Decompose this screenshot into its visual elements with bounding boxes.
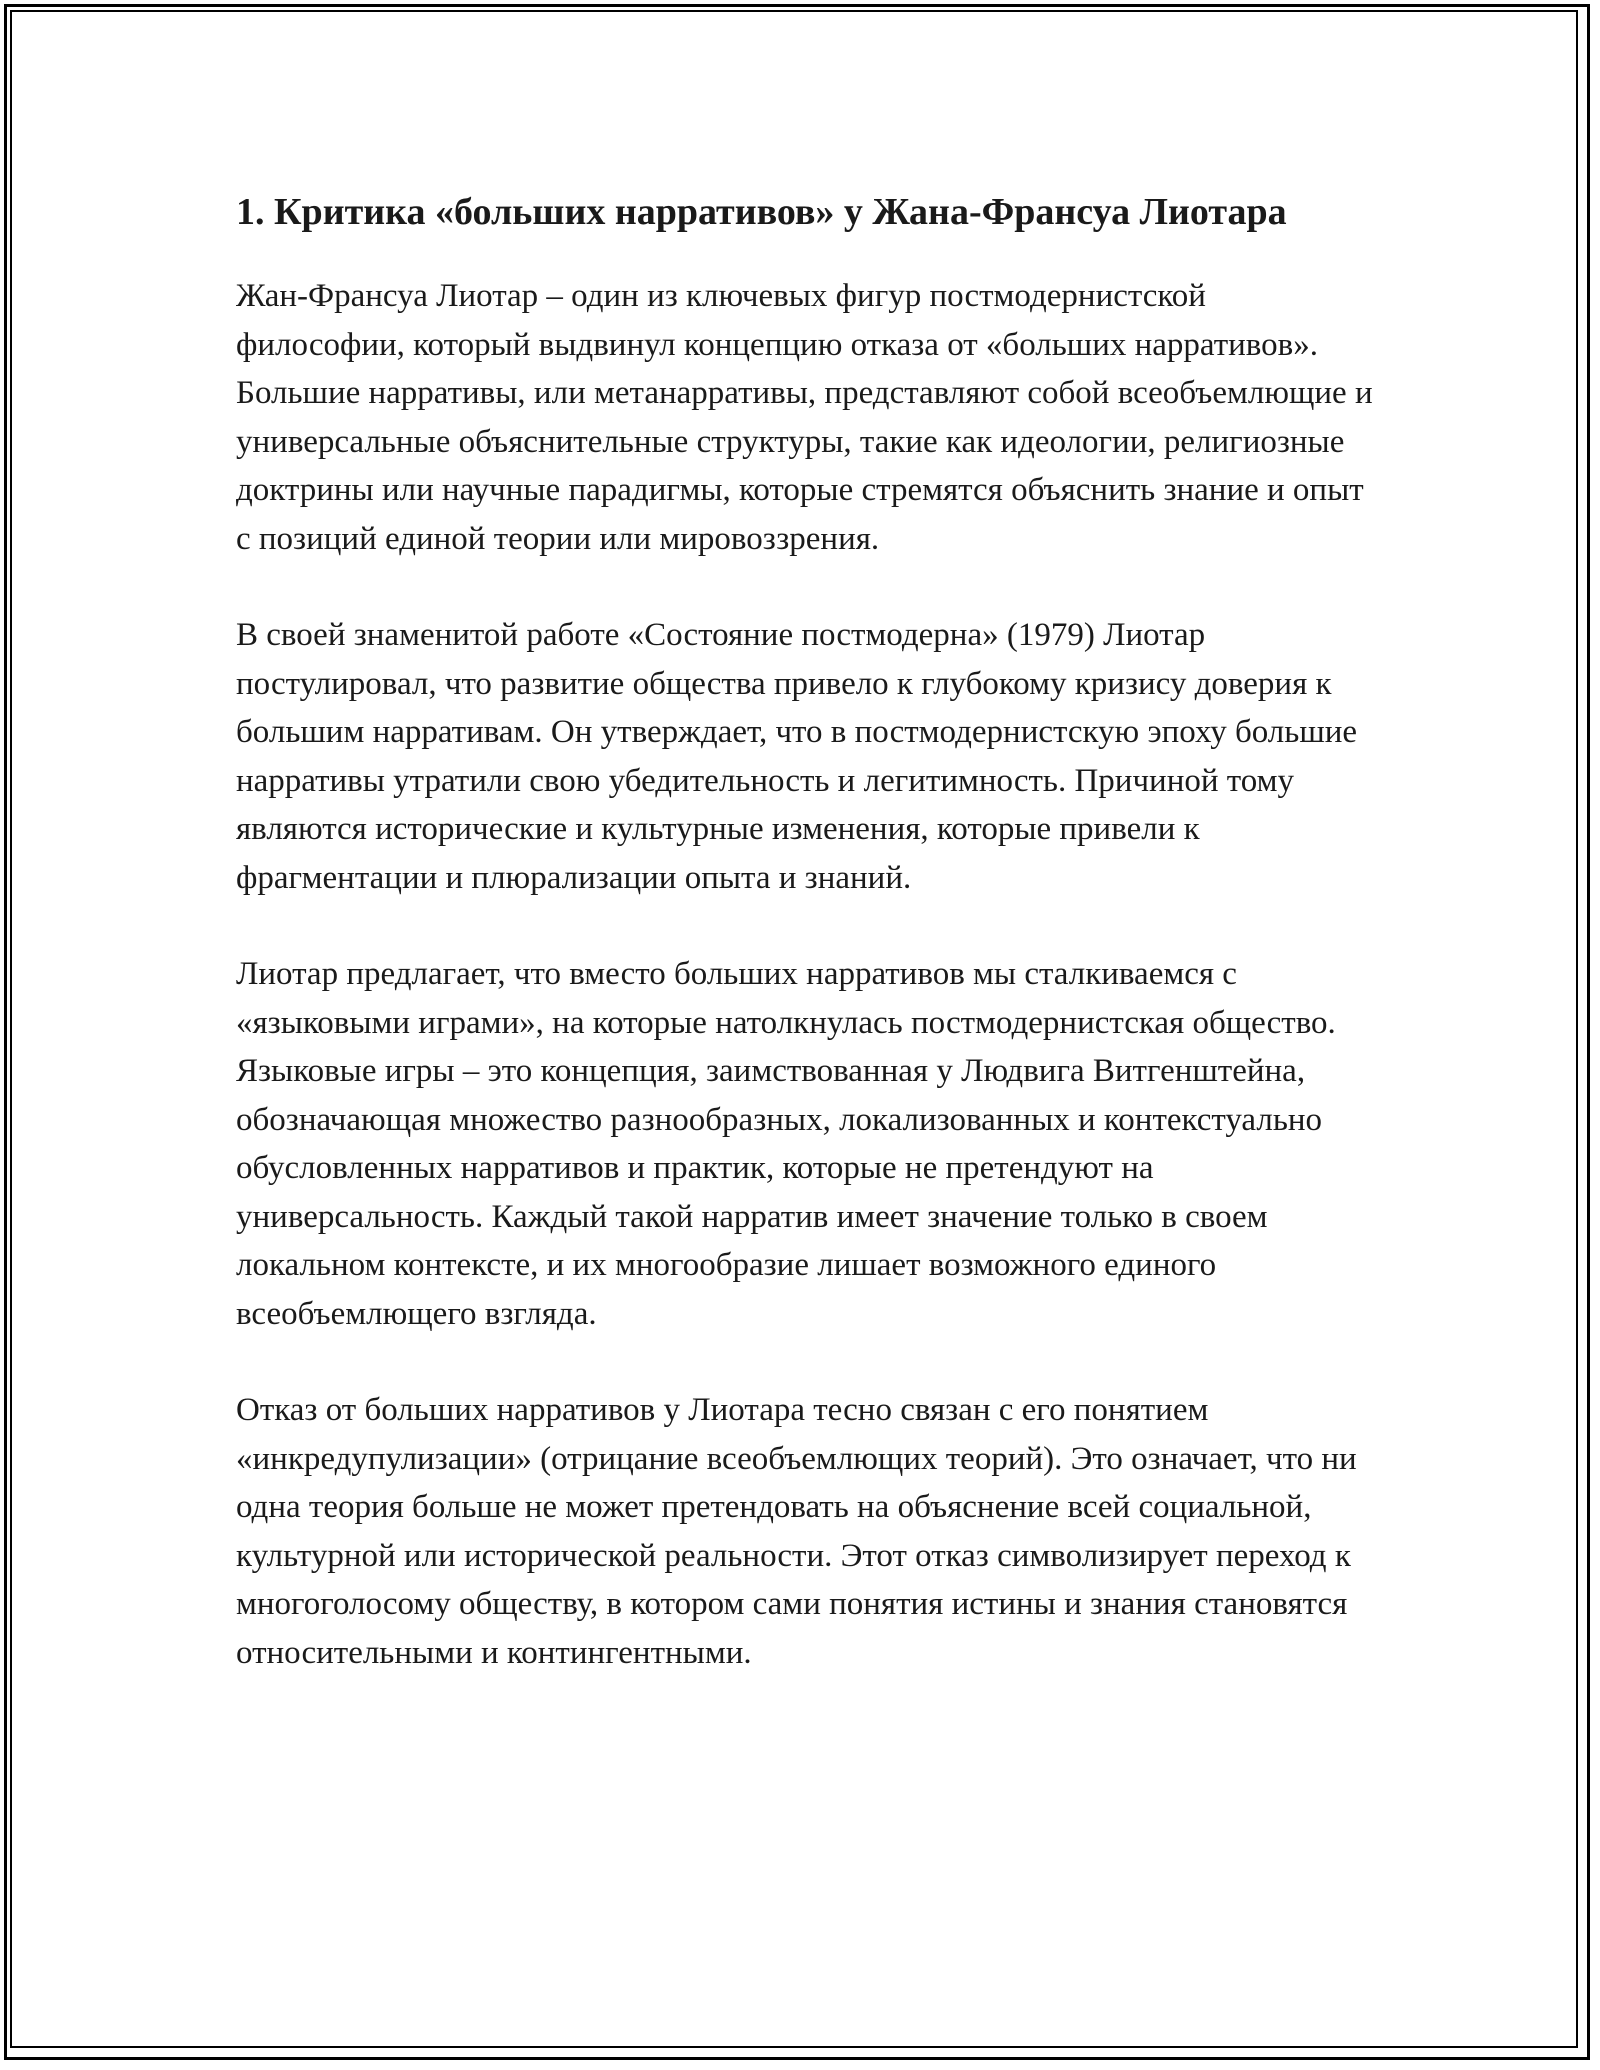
document-body [236,185,1376,1677]
paragraph-3: Лиотар предлагает, что вместо больших нарративов мы сталкиваемся с «языковыми играми», на которые натолкнулась постмодернистская общество. Языковые игры – это концепция, заимствованная у Людвига Витгенштейна, обозначающая множество разнообразных, локализованных и контекстуально обусловленных нарративов и практик, которые не претендуют на универсальность. Каждый такой нарратив имеет значение только в своем локальном контексте, и их многообразие лишает возможного единого всеобъемлющего взгляда. [236,956,1336,1332]
paragraph-4: Отказ от больших нарративов у Лиотара тесно связан с его понятием «инкредупулизации» (отрицание всеобъемлющих теорий). Это означает, что ни одна теория больше не может претендовать на объяснение всей социальной, культурной или исторической реальности. Этот отказ символизирует переход к многоголосому обществу, в котором сами понятия истины и знания становятся относительными и контингентными. [236,1392,1357,1671]
section-heading: 1. Критика «больших нарративов» у Жана-Франсуа Лиотара [236,191,1287,233]
paragraph-2: В своей знаменитой работе «Состояние постмодерна» (1979) Лиотар постулировал, что развитие общества привело к глубокому кризису доверия к большим нарративам. Он утверждает, что в постмодернистскую эпоху большие нарративы утратили свою убедительность и легитимность. Причиной тому являются исторические и культурные изменения, которые привели к фрагментации и плюрализации опыта и знаний. [236,617,1358,896]
paragraph-1: Жан-Франсуа Лиотар – один из ключевых фигур постмодернистской философии, который выдвинул концепцию отказа от «больших нарративов». Большие нарративы, или метанарративы, представляют собой всеобъемлющие и универсальные объяснительные структуры, такие как идеологии, религиозные доктрины или научные парадигмы, которые стремятся объяснить знание и опыт с позиций единой теории или мировоззрения. [236,278,1373,557]
